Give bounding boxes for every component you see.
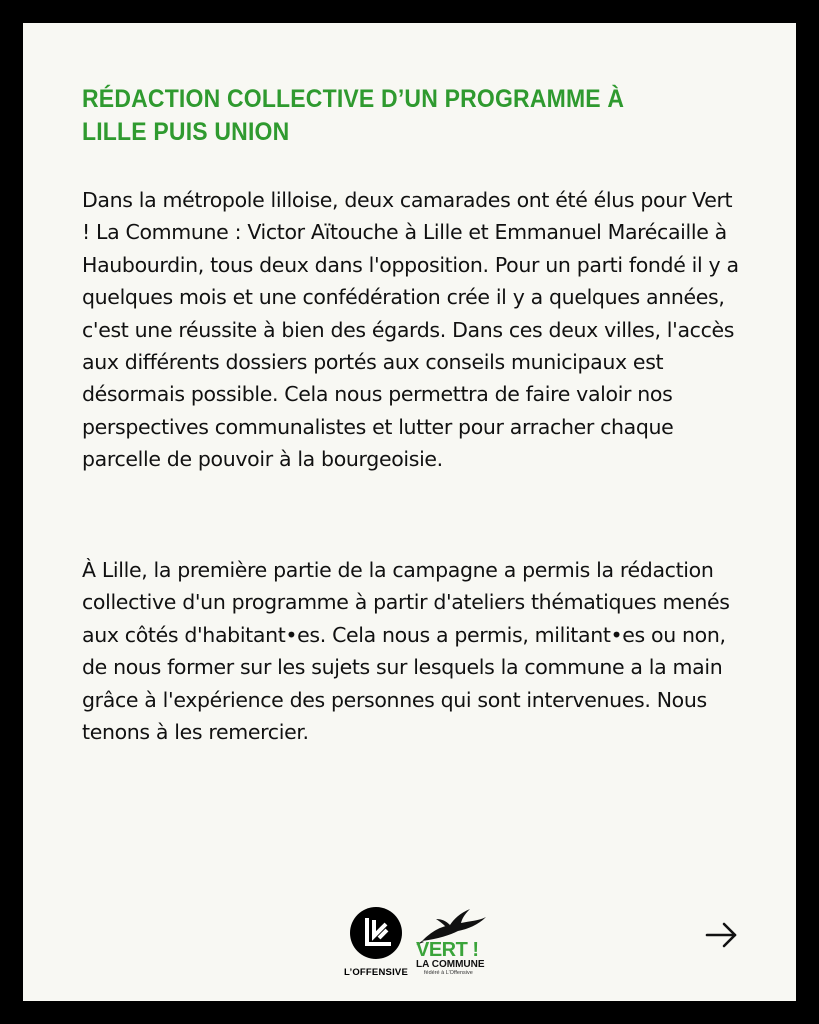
article-title: RÉDACTION COLLECTIVE D’UN PROGRAMME À LILLE PUIS UNION [82,85,625,146]
l-offensive-logo-icon [350,907,402,959]
arrow-right-icon [705,921,739,949]
next-slide-button[interactable] [704,917,740,953]
vert-logo-commune: LA COMMUNE [416,959,485,970]
post-card [23,23,796,1001]
vert-logo-word: VERT ! [416,939,479,961]
article-paragraph-2: À Lille, la première partie de la campagne a permis la rédaction collective d'un programme à partir d'ateliers thématiques menés aux côtés d'habitant•es. Cela nous a permis, militant•es ou non, de nous former sur les sujets sur lesquels la commune a la main grâce à l'expérience des personnes qui sont intervenues. Nous tenons à les remercier. [82,558,730,745]
article-paragraph-1: Dans la métropole lilloise, deux camarades ont été élus pour Vert ! La Commune : Victor Aïtouche à Lille et Emmanuel Marécaille à Haubourdin, tous deux dans l'opposition. Pour un parti fondé il y a quelques mois et une confédération crée il y a quelques années, c'est une réussite à bien des égards. Dans ces deux villes, l'accès aux différents dossiers portés aux conseils municipaux est désormais possible. Cela nous permettra de faire valoir nos perspectives communalistes et lutter pour arracher chaque parcelle de pouvoir à la bourgeoisie. [82,188,739,472]
offensive-logo [341,907,411,978]
offensive-logo-label: L’OFFENSIVE [344,967,408,978]
vert-logo-subtitle: fédéré à L’Offensive [424,970,473,976]
